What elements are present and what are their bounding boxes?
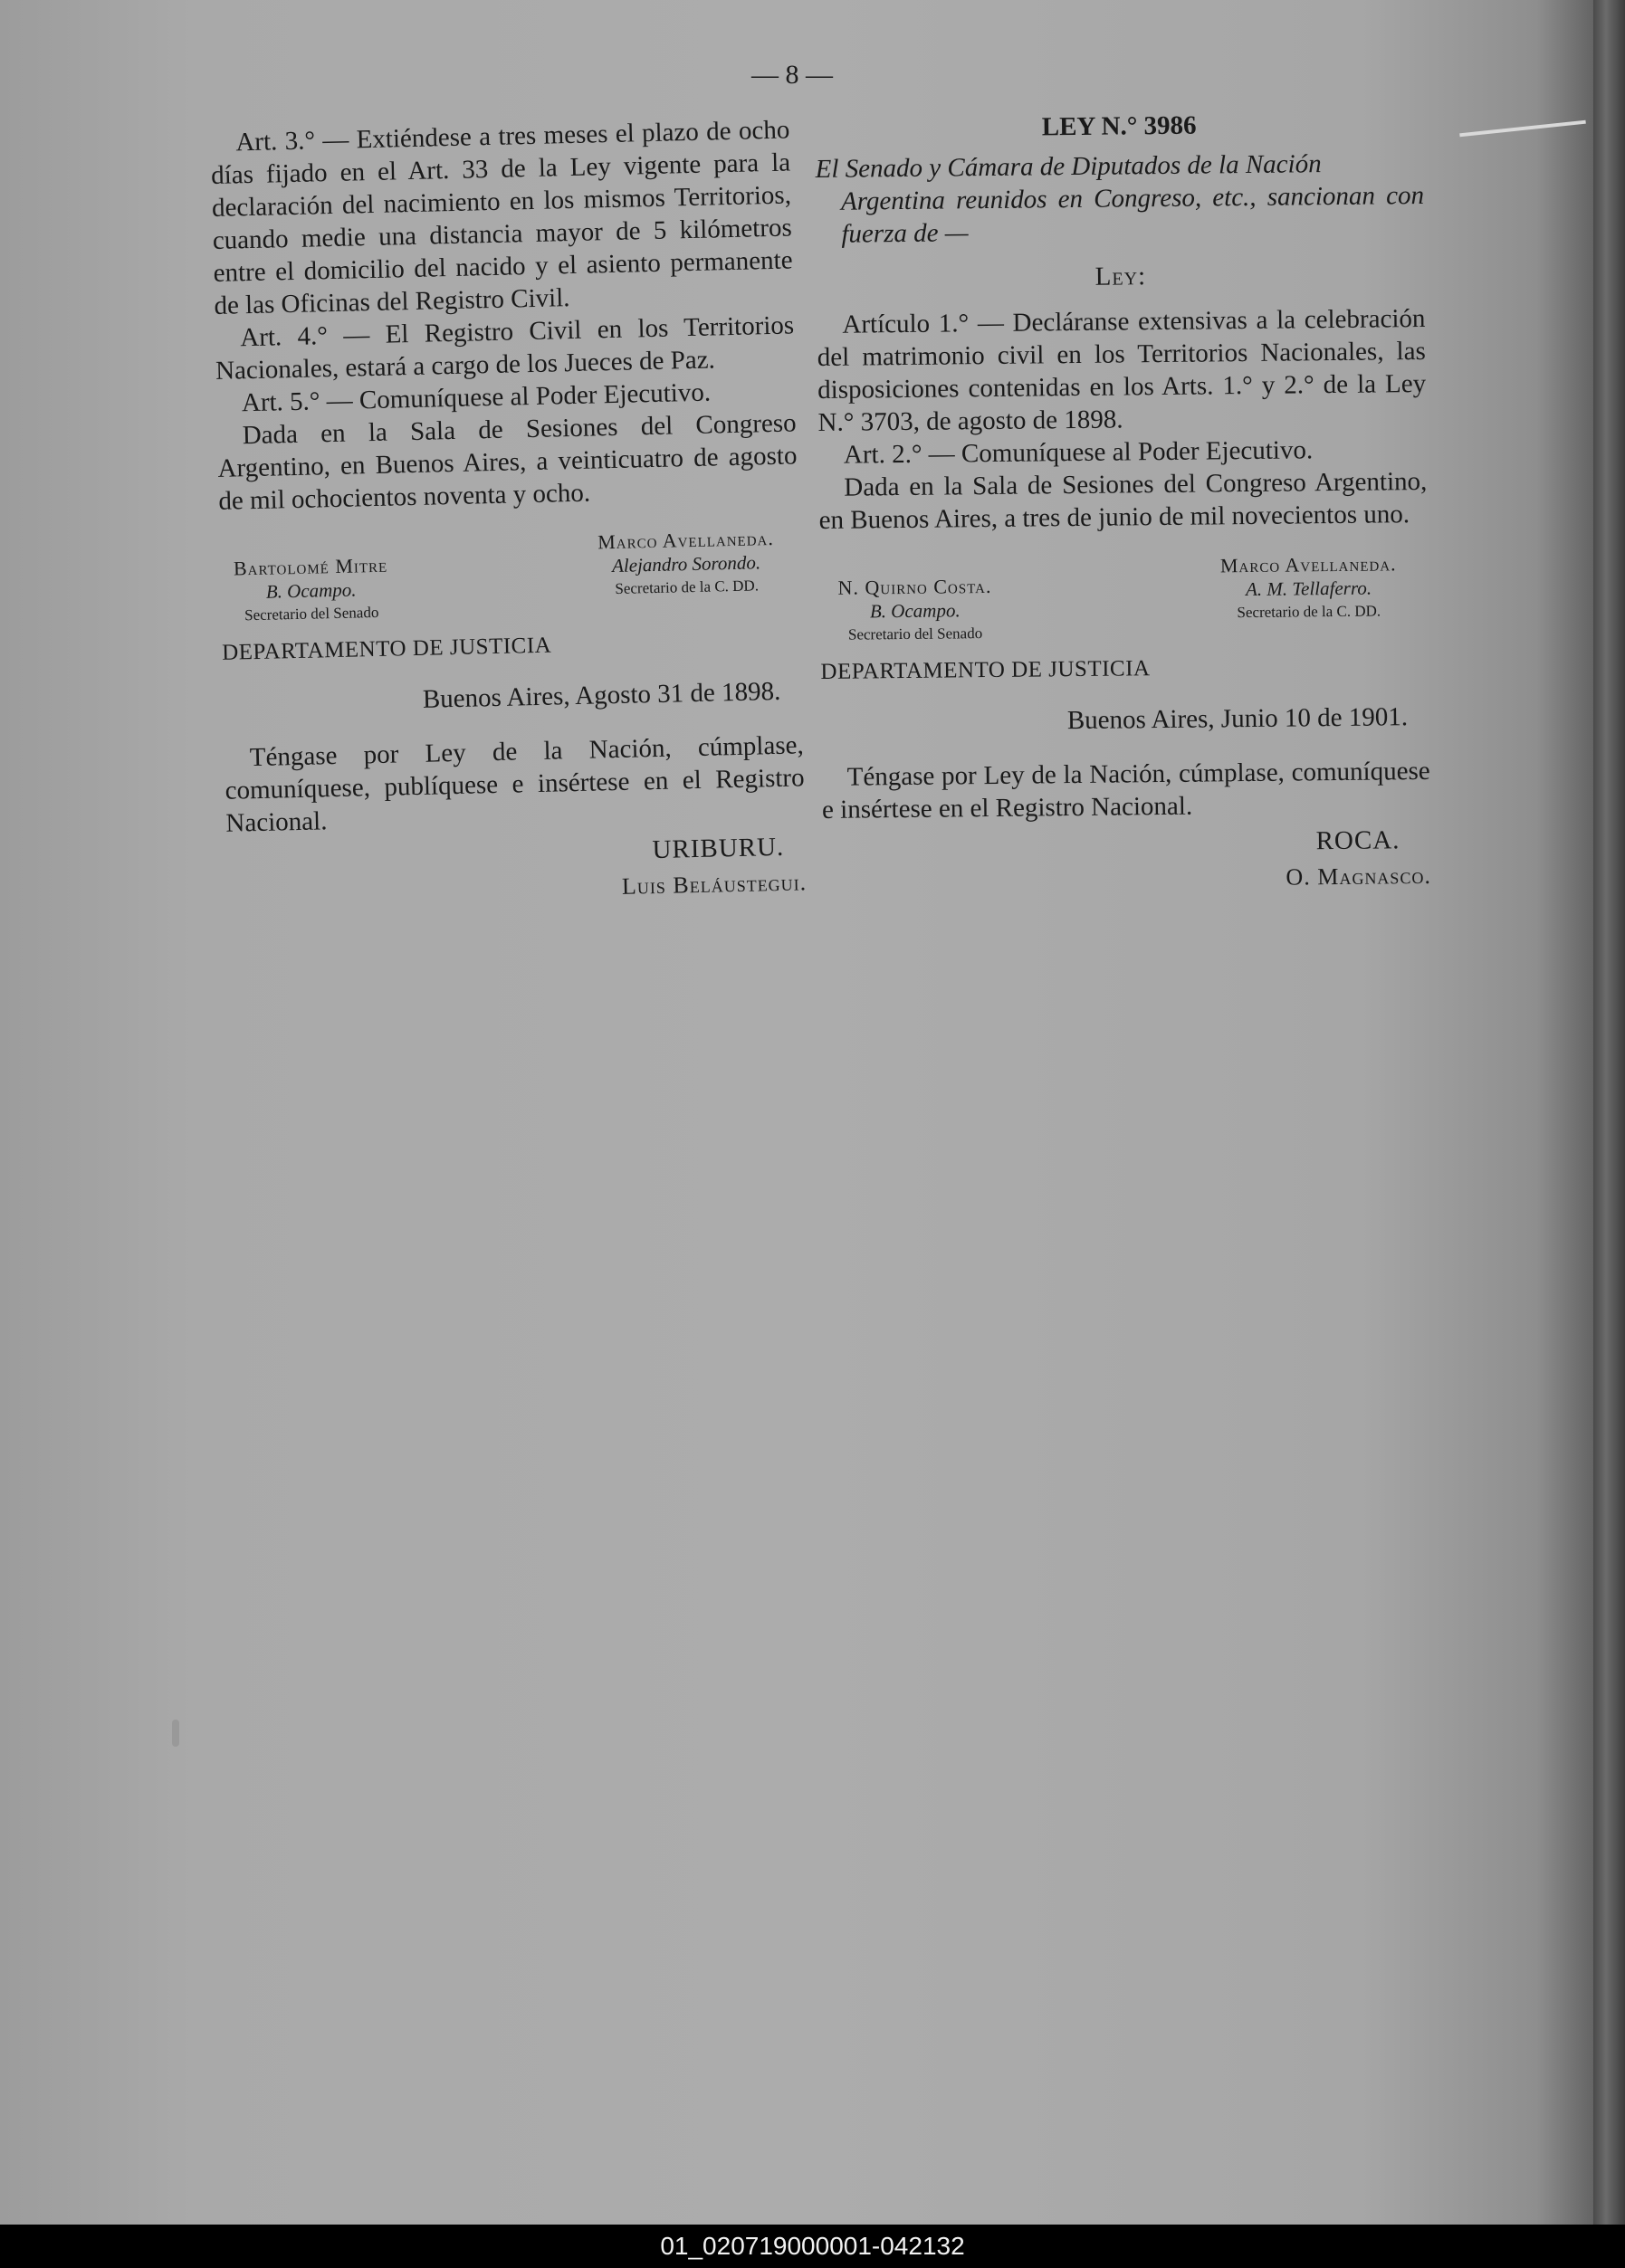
signer-minister: Luis Beláustegui. xyxy=(621,869,808,900)
page-number: — 8 — xyxy=(751,60,833,90)
secretary-name: Alejandro Sorondo. xyxy=(611,551,761,577)
paper-mark xyxy=(172,1720,179,1747)
article-1: Artículo 1.° — Decláranse extensivas a la celebración del matrimonio civil en los Territorios Nacionales, las disposiciones contenidas en los Arts. 1.° y 2.° de la Ley N.° 3703, de agosto de 1898. xyxy=(817,303,1427,437)
right-column xyxy=(815,107,1431,899)
signatory-name: Marco Avellaneda. xyxy=(597,526,775,554)
signer-president: URIBURU. xyxy=(652,832,785,865)
department-heading: DEPARTAMENTO DE JUSTICIA xyxy=(820,656,1151,684)
secretary-title: Secretario del Senado xyxy=(847,624,983,643)
article-5: Art. 5.° — Comuníquese al Poder Ejecutivo. xyxy=(241,377,712,418)
secretary-name: B. Ocampo. xyxy=(869,599,961,623)
article-2: Art. 2.° — Comuníquese al Poder Ejecutivo. xyxy=(843,435,1314,470)
promulgation-date: Buenos Aires, Junio 10 de 1901. xyxy=(1066,702,1409,736)
preamble xyxy=(815,147,1424,251)
promulgation-date: Buenos Aires, Agosto 31 de 1898. xyxy=(422,676,781,714)
law-heading: LEY N.° 3986 xyxy=(1041,110,1197,142)
secretary-title: Secretario de la C. DD. xyxy=(1237,602,1381,622)
article-3: Art. 3.° — Extiéndese a tres meses el plazo de ocho días fijado en el Art. 33 de la Ley vigente para la declaración del nacimiento en los mismos Territorios, cuando medie una distancia mayor de 5 kilómetros entre el domicilio del nacido y el asiento permanente de las Oficinas del Registro Civil. xyxy=(210,115,793,320)
document-id: 01_020719000001-042132 xyxy=(660,2232,965,2260)
secretary-title: Secretario del Senado xyxy=(244,603,379,624)
promulgation-text: Téngase por Ley de la Nación, cúmplase, comuníquese e insértese en el Registro Nacional. xyxy=(821,756,1430,824)
signature-left xyxy=(220,553,403,628)
signature-right xyxy=(1190,552,1427,625)
signer-president: ROCA. xyxy=(1315,825,1400,856)
signature-block xyxy=(819,547,1429,643)
secretary-name: A. M. Tellaferro. xyxy=(1245,577,1372,601)
signatory-name: N. Quirno Costa. xyxy=(837,574,992,599)
signature-block xyxy=(219,520,800,624)
ley-label: Ley: xyxy=(1094,262,1147,291)
signature-left xyxy=(819,575,1010,647)
signatory-name: Marco Avellaneda. xyxy=(1219,552,1397,577)
article-4: Art. 4.° — El Registro Civil en los Territorios Nacionales, estará a cargo de los Jueces de Paz. xyxy=(215,310,795,386)
signatory-name: Bartolomé Mitre xyxy=(233,553,388,580)
enactment-clause: Dada en la Sala de Sesiones del Congreso Argentino, en Buenos Aires, a tres de junio de mil novecientos uno. xyxy=(818,466,1428,535)
signer-minister: O. Magnasco. xyxy=(1286,862,1432,891)
department-heading: DEPARTAMENTO DE JUSTICIA xyxy=(221,633,552,665)
secretary-name: B. Ocampo. xyxy=(265,578,357,603)
enactment-clause: Dada en la Sala de Sesiones del Congreso Argentino, en Buenos Aires, a veinticuatro de agosto de mil ochocientos noventa y ocho. xyxy=(217,408,798,516)
secretary-title: Secretario de la C. DD. xyxy=(615,577,760,597)
signature-right xyxy=(572,526,800,602)
promulgation-text: Téngase por Ley de la Nación, cúmplase, comuníquese, publíquese e insértese en el Registro Nacional. xyxy=(225,730,805,838)
preamble-line-2: Argentina reunidos en Congreso, etc., sancionan con fuerza de — xyxy=(840,180,1425,249)
preamble-line-1: El Senado y Cámara de Diputados de la Nación xyxy=(815,149,1322,184)
left-column xyxy=(210,113,808,911)
book-binding-edge xyxy=(1593,0,1625,2225)
